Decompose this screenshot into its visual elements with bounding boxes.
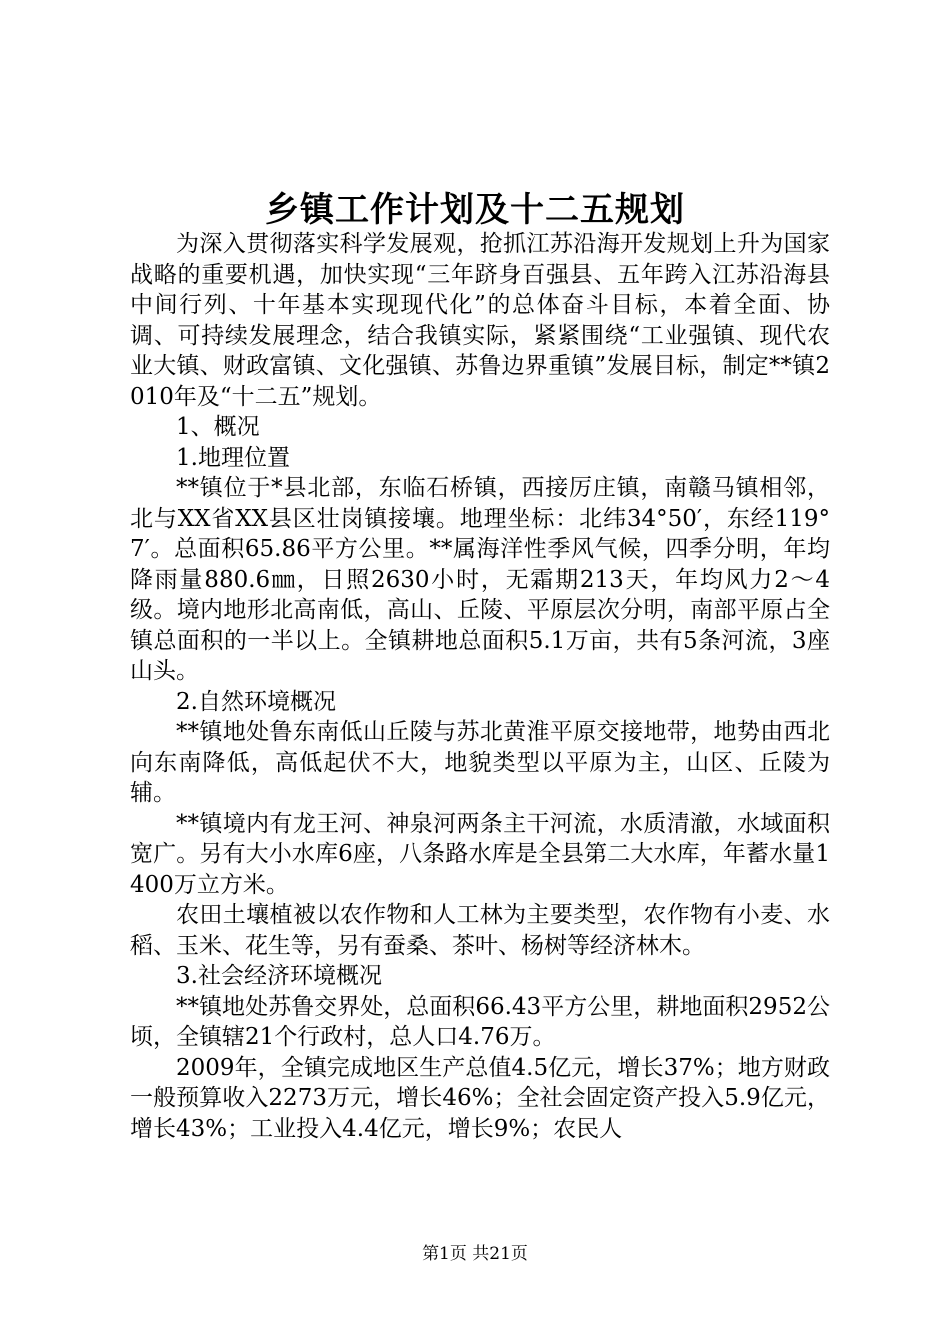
subsection-heading-economy: 3.社会经济环境概况 [176, 963, 382, 989]
intro-paragraph: 为深入贯彻落实科学发展观，抢抓江苏沿海开发规划上升为国家战略的重要机遇，加快实现“三年跻身百强县、五年跨入江苏沿海县中间行列、十年基本实现现代化”的总体奋斗目标，本着全面、协调、可持续发展理念，结合我镇实际，紧紧围绕“工业强镇、现代农业大镇、财政富镇、文化强镇、苏鲁边界重镇”发展目标，制定**镇2010年及“十二五”规划。 [130, 231, 830, 410]
rivers-paragraph: **镇境内有龙王河、神泉河两条主干河流，水质清澈，水域面积宽广。另有大小水库6座，八条路水库是全县第二大水库，年蓄水量1400万立方米。 [130, 810, 830, 898]
document-title: 乡镇工作计划及十二五规划 [265, 190, 685, 230]
location-paragraph: **镇位于*县北部，东临石桥镇，西接厉庄镇，南赣马镇相邻，北与XX省XX县区壮岗镇接壤。地理坐标：北纬34°50′，东经119°7′。总面积65.86平方公里。**属海洋性季风气候，四季分明，年均降雨量880.6㎜，日照2630小时，无霜期213天，年均风力2～4级。境内地形北高南低，高山、丘陵、平原层次分明，南部平原占全镇总面积的一半以上。全镇耕地总面积5.1万亩，共有5条河流，3座山头。 [130, 475, 830, 684]
terrain-paragraph: **镇地处鲁东南低山丘陵与苏北黄淮平原交接地带，地势由西北向东南降低，高低起伏不大，地貌类型以平原为主，山区、丘陵为辅。 [130, 719, 830, 806]
page-footer: 第1页 共21页 [422, 1244, 528, 1264]
statistics-paragraph: 2009年，全镇完成地区生产总值4.5亿元，增长37%；地方财政一般预算收入2273万元，增长46%；全社会固定资产投入5.9亿元，增长43%；工业投入4.4亿元，增长9%；农民人 [130, 1054, 830, 1142]
subsection-heading-nature: 2.自然环境概况 [176, 688, 336, 715]
subsection-heading-location: 1.地理位置 [176, 444, 290, 471]
vegetation-paragraph: 农田土壤植被以农作物和人工林为主要类型，农作物有小麦、水稻、玉米、花生等，另有蚕桑、茶叶、杨树等经济林木。 [130, 902, 830, 959]
section-heading-overview: 1、概况 [176, 414, 260, 440]
economy-paragraph: **镇地处苏鲁交界处，总面积66.43平方公里，耕地面积2952公顷，全镇辖21个行政村，总人口4.76万。 [130, 993, 830, 1050]
document-body [130, 229, 830, 1144]
